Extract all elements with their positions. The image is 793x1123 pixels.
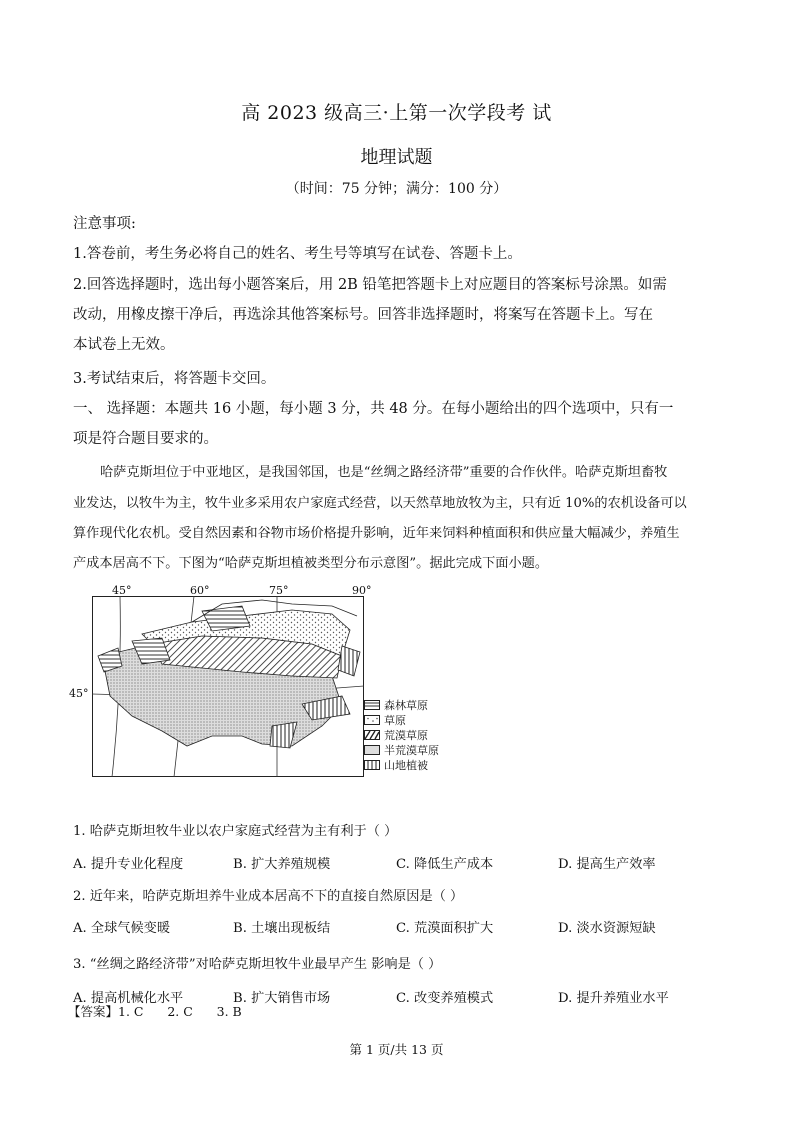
lat-label-45: 45° <box>69 687 89 700</box>
steppe-swatch-icon <box>364 715 380 725</box>
answer-line <box>68 1002 242 1020</box>
legend-forest-steppe <box>364 697 439 712</box>
notes-heading: 注意事项: <box>73 216 136 232</box>
exam-meta: （时间：75 分钟；满分：100 分） <box>285 181 508 197</box>
note-2-line-2: 改动，用橡皮擦干净后，再选涂其他答案标号。回答非选择题时，将案写在答题卡上。写在 <box>73 307 653 323</box>
page-footer: 第 1 页/共 13 页 <box>349 1042 444 1057</box>
section-heading-line-2: 项是符合题目要求的。 <box>73 431 218 447</box>
semi-desert-steppe-swatch-icon <box>364 745 380 755</box>
note-2-line-3: 本试卷上无效。 <box>73 337 175 353</box>
legend-semi-desert-steppe <box>364 742 439 757</box>
question-2-option-d[interactable]: D. 淡水资源短缺 <box>558 921 656 936</box>
lon-label-60: 60° <box>190 584 210 597</box>
passage-line-1: 哈萨克斯坦位于中亚地区，是我国邻国，也是“丝绸之路经济带”重要的合作伙伴。哈萨克斯坦畜牧 <box>100 465 668 480</box>
note-3: 3.考试结束后，将答题卡交回。 <box>73 371 276 387</box>
question-2-stem: 2. 近年来，哈萨克斯坦养牛业成本居高不下的直接自然原因是（ ） <box>73 889 464 904</box>
legend-label: 森林草原 <box>384 698 428 712</box>
legend-steppe <box>364 712 439 727</box>
question-1-stem: 1. 哈萨克斯坦牧牛业以农户家庭式经营为主有利于（ ） <box>73 824 398 839</box>
note-2-line-1: 2.回答选择题时，选出每小题答案后，用 2B 铅笔把答题卡上对应题目的答案标号涂黑。如需 <box>73 277 667 293</box>
answer-values: 1. C 2. C 3. B <box>118 1004 242 1019</box>
legend-mountain-vegetation <box>364 757 439 772</box>
question-3-option-a[interactable]: A. 提高机械化水平 <box>73 991 184 1006</box>
question-2-option-b[interactable]: B. 土壤出现板结 <box>233 921 331 936</box>
section-heading-line-1: 一、 选择题：本题共 16 小题，每小题 3 分，共 48 分。在每小题给出的四个选项中，只有一 <box>73 401 674 417</box>
legend-label: 草原 <box>384 713 406 727</box>
question-3-stem: 3. “丝绸之路经济带”对哈萨克斯坦牧牛业最早产生 影响是（ ） <box>73 957 442 972</box>
passage-line-2: 业发达，以牧牛为主，牧牛业多采用农户家庭式经营，以天然草地放牧为主，只有近 10%的农机设备可以 <box>73 496 687 511</box>
question-1-option-c[interactable]: C. 降低生产成本 <box>396 857 494 872</box>
question-1-option-b[interactable]: B. 扩大养殖规模 <box>233 857 331 872</box>
legend-label: 荒漠草原 <box>384 728 428 742</box>
exam-title: 高 2023 级高三·上第一次学段考 试 <box>241 102 552 124</box>
desert-steppe-swatch-icon <box>364 730 380 740</box>
question-1-option-a[interactable]: A. 提升专业化程度 <box>73 857 184 872</box>
legend-desert-steppe <box>364 727 439 742</box>
question-3-option-c[interactable]: C. 改变养殖模式 <box>396 991 494 1006</box>
question-2-option-c[interactable]: C. 荒漠面积扩大 <box>396 921 494 936</box>
mountain-vegetation-swatch-icon <box>364 760 380 770</box>
lon-label-75: 75° <box>269 584 289 597</box>
lon-label-45: 45° <box>112 584 132 597</box>
subject-title: 地理试题 <box>360 147 433 168</box>
passage-line-3: 算作现代化农机。受自然因素和谷物市场价格提升影响，近年来饲料种植面积和供应量大幅减少，养殖生 <box>73 526 680 541</box>
passage-line-4: 产成本居高不下。下图为“哈萨克斯坦植被类型分布示意图”。据此完成下面小题。 <box>73 556 549 571</box>
question-3-option-d[interactable]: D. 提升养殖业水平 <box>558 991 669 1006</box>
answer-tag: 【答案】 <box>68 1004 119 1019</box>
question-3-option-b[interactable]: B. 扩大销售市场 <box>233 991 331 1006</box>
forest-steppe-swatch-icon <box>364 700 380 710</box>
legend-label: 半荒漠草原 <box>384 743 439 757</box>
map-legend <box>364 697 439 772</box>
note-1: 1.答卷前，考生务必将自己的姓名、考生号等填写在试卷、答题卡上。 <box>73 246 522 262</box>
lon-label-90: 90° <box>352 584 372 597</box>
question-1-option-d[interactable]: D. 提高生产效率 <box>558 857 656 872</box>
legend-label: 山地植被 <box>384 758 428 772</box>
question-2-option-a[interactable]: A. 全球气候变暖 <box>73 921 171 936</box>
